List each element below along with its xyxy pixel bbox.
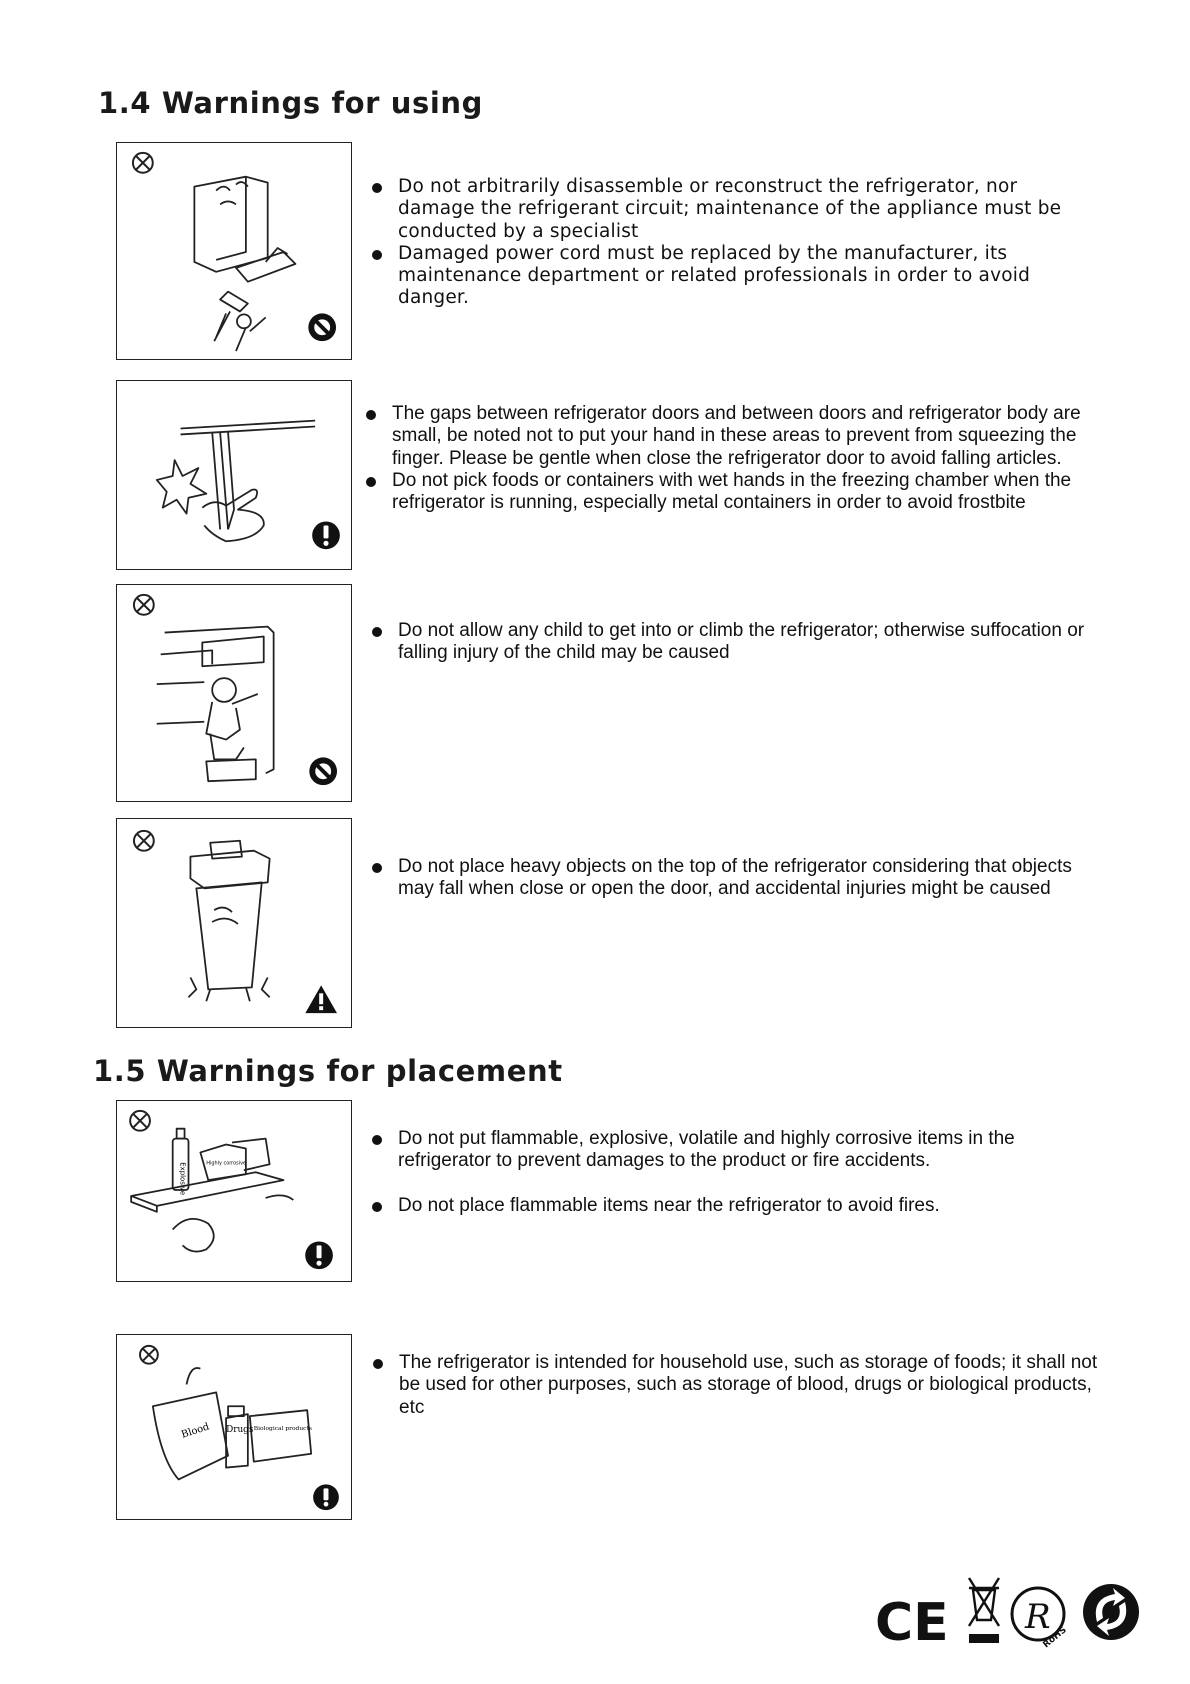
- illustration-heavy-objects: [116, 818, 352, 1028]
- section-title-warnings-using: 1.4 Warnings for using: [98, 86, 484, 120]
- list-item: The refrigerator is intended for household use, such as storage of foods; it shall not be used for other purposes, such as storage of blood, drugs or biological products, etc: [372, 1352, 1112, 1419]
- bullet-list-biological: [372, 1352, 1112, 1419]
- no-touch-icon: [133, 153, 153, 173]
- no-touch-icon: [130, 1111, 150, 1131]
- list-item: Do not place flammable items near the refrigerator to avoid fires.: [371, 1195, 1111, 1217]
- ce-mark-icon: [875, 1593, 949, 1653]
- weee-bin-icon: [969, 1578, 999, 1643]
- bullet-list-heavy: [371, 856, 1111, 901]
- illustration-child-climbing: [116, 584, 352, 802]
- child-climbing-illustration: [117, 585, 351, 801]
- bullet-list-child: [371, 620, 1111, 665]
- warning-triangle-icon: [305, 985, 337, 1013]
- no-touch-icon: [134, 831, 154, 851]
- list-item: Do not put flammable, explosive, volatile and highly corrosive items in the refrigerator to prevent damages to the product or fire accidents.: [371, 1128, 1111, 1173]
- corrosive-label: Highly corrosive: [206, 1160, 247, 1167]
- svg-text:R: R: [1025, 1597, 1051, 1637]
- green-dot-icon: [1083, 1584, 1139, 1640]
- heavy-objects-illustration: [117, 819, 351, 1027]
- mandatory-icon: [305, 1241, 333, 1269]
- bullet-list-disassembly: [371, 176, 1071, 310]
- rohs-label: RoHS: [1041, 1625, 1069, 1651]
- list-item: Damaged power cord must be replaced by the manufacturer, its maintenance department or related professionals in order to avoid danger.: [371, 243, 1071, 310]
- bullet-list-flammable: [371, 1128, 1111, 1217]
- illustration-disassembly: [116, 142, 352, 360]
- illustration-door-gap: [116, 380, 352, 570]
- no-touch-icon: [140, 1346, 158, 1364]
- list-item: The gaps between refrigerator doors and between doors and refrigerator body are small, be noted not to put your hand in these areas to prevent from squeezing the finger. Please be gentle when close the refrigerator door to avoid falling articles.: [365, 403, 1125, 470]
- section-title-warnings-placement: 1.5 Warnings for placement: [93, 1054, 563, 1088]
- no-touch-icon: [134, 595, 154, 615]
- hand-pinched-illustration: [117, 381, 351, 569]
- refrigerator-disassembly-illustration: [117, 143, 351, 359]
- drugs-label: Drugs: [226, 1424, 254, 1435]
- list-item: Do not allow any child to get into or climb the refrigerator; otherwise suffocation or falling injury of the child may be caused: [371, 620, 1111, 665]
- list-item: Do not pick foods or containers with wet hands in the freezing chamber when the refrigerator is running, especially metal containers in order to avoid frostbite: [365, 470, 1125, 515]
- list-item: Do not place heavy objects on the top of the refrigerator considering that objects may fall when close or open the door, and accidental injuries might be caused: [371, 856, 1111, 901]
- illustration-biological: [116, 1334, 352, 1520]
- illustration-flammable: [116, 1100, 352, 1282]
- certification-marks: [875, 1568, 1145, 1658]
- blood-label: Blood: [180, 1421, 211, 1441]
- bullet-list-door-gap: [365, 403, 1125, 514]
- list-item: Do not arbitrarily disassemble or reconstruct the refrigerator, nor damage the refrigerant circuit; maintenance of the appliance must be conducted by a specialist: [371, 176, 1071, 243]
- biological-label: Biological products: [253, 1424, 312, 1432]
- prohibited-icon: [308, 313, 336, 341]
- blood-drugs-illustration: [117, 1335, 351, 1519]
- mandatory-icon: [312, 522, 340, 550]
- ce-mark: CE: [875, 1593, 949, 1653]
- explosive-label: Explosive: [178, 1162, 187, 1196]
- mandatory-icon: [313, 1484, 339, 1510]
- prohibited-icon: [309, 757, 337, 785]
- explosive-items-illustration: [117, 1101, 351, 1281]
- rohs-mark-icon: [1012, 1588, 1069, 1650]
